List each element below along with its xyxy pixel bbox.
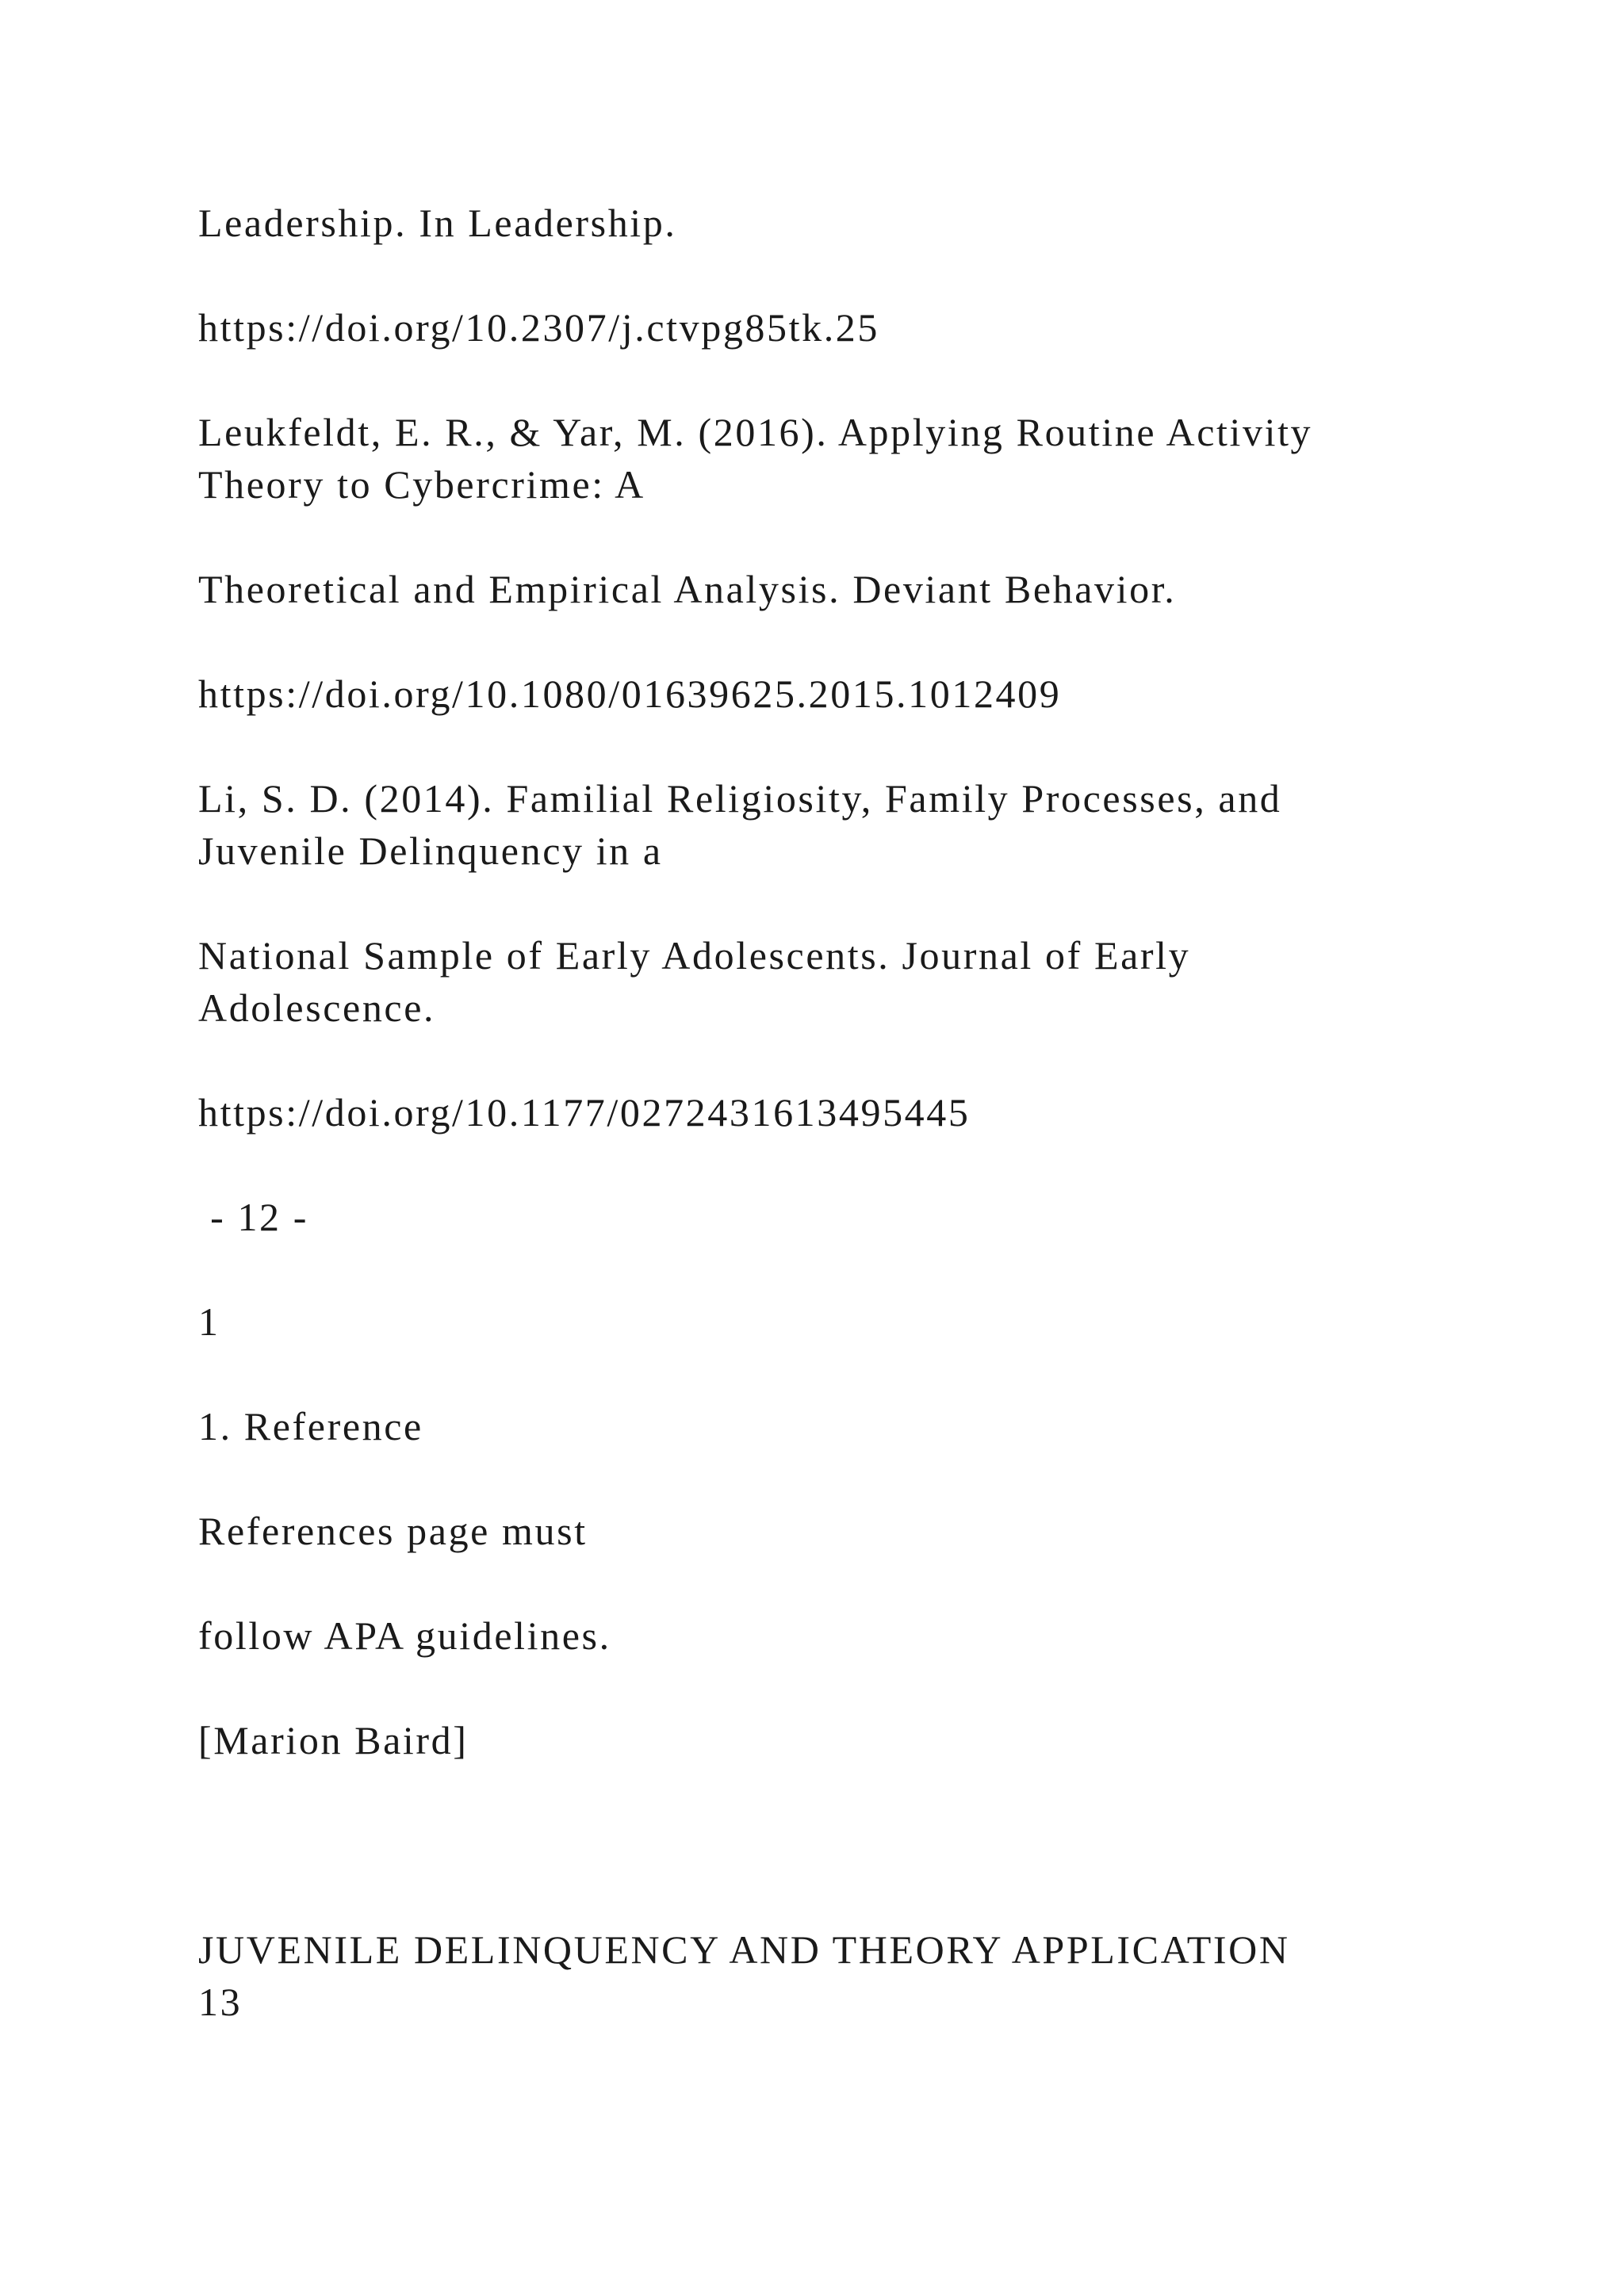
page-number: - 12 - [198, 1195, 309, 1239]
reference-doi-link: https://doi.org/10.2307/j.ctvpg85tk.25 [198, 305, 880, 350]
reference-text-line: Juvenile Delinquency in a [198, 828, 663, 873]
reference-text-line: Leadership. In Leadership. [198, 201, 677, 245]
comment-number: 1 [198, 1299, 220, 1344]
comment-text-line: References page must [198, 1509, 588, 1553]
reference-text-line: Adolescence. [198, 985, 436, 1030]
reference-text-line: Theory to Cybercrime: A [198, 462, 645, 507]
reference-text-line: National Sample of Early Adolescents. Journal of Early [198, 933, 1191, 978]
reference-text-line: Theoretical and Empirical Analysis. Deviant Behavior. [198, 567, 1177, 611]
reference-doi-link: https://doi.org/10.1177/0272431613495445 [198, 1090, 971, 1135]
comment-title: 1. Reference [198, 1404, 423, 1448]
reference-text-line: Li, S. D. (2014). Familial Religiosity, Family Processes, and [198, 776, 1282, 821]
reference-doi-link: https://doi.org/10.1080/01639625.2015.1012409 [198, 672, 1062, 716]
running-header: JUVENILE DELINQUENCY AND THEORY APPLICATION [198, 1927, 1290, 1972]
comment-author: [Marion Baird] [198, 1718, 469, 1762]
running-header-page-number: 13 [198, 1980, 243, 2024]
comment-text-line: follow APA guidelines. [198, 1613, 611, 1658]
reference-text-line: Leukfeldt, E. R., & Yar, M. (2016). Applying Routine Activity [198, 410, 1313, 454]
